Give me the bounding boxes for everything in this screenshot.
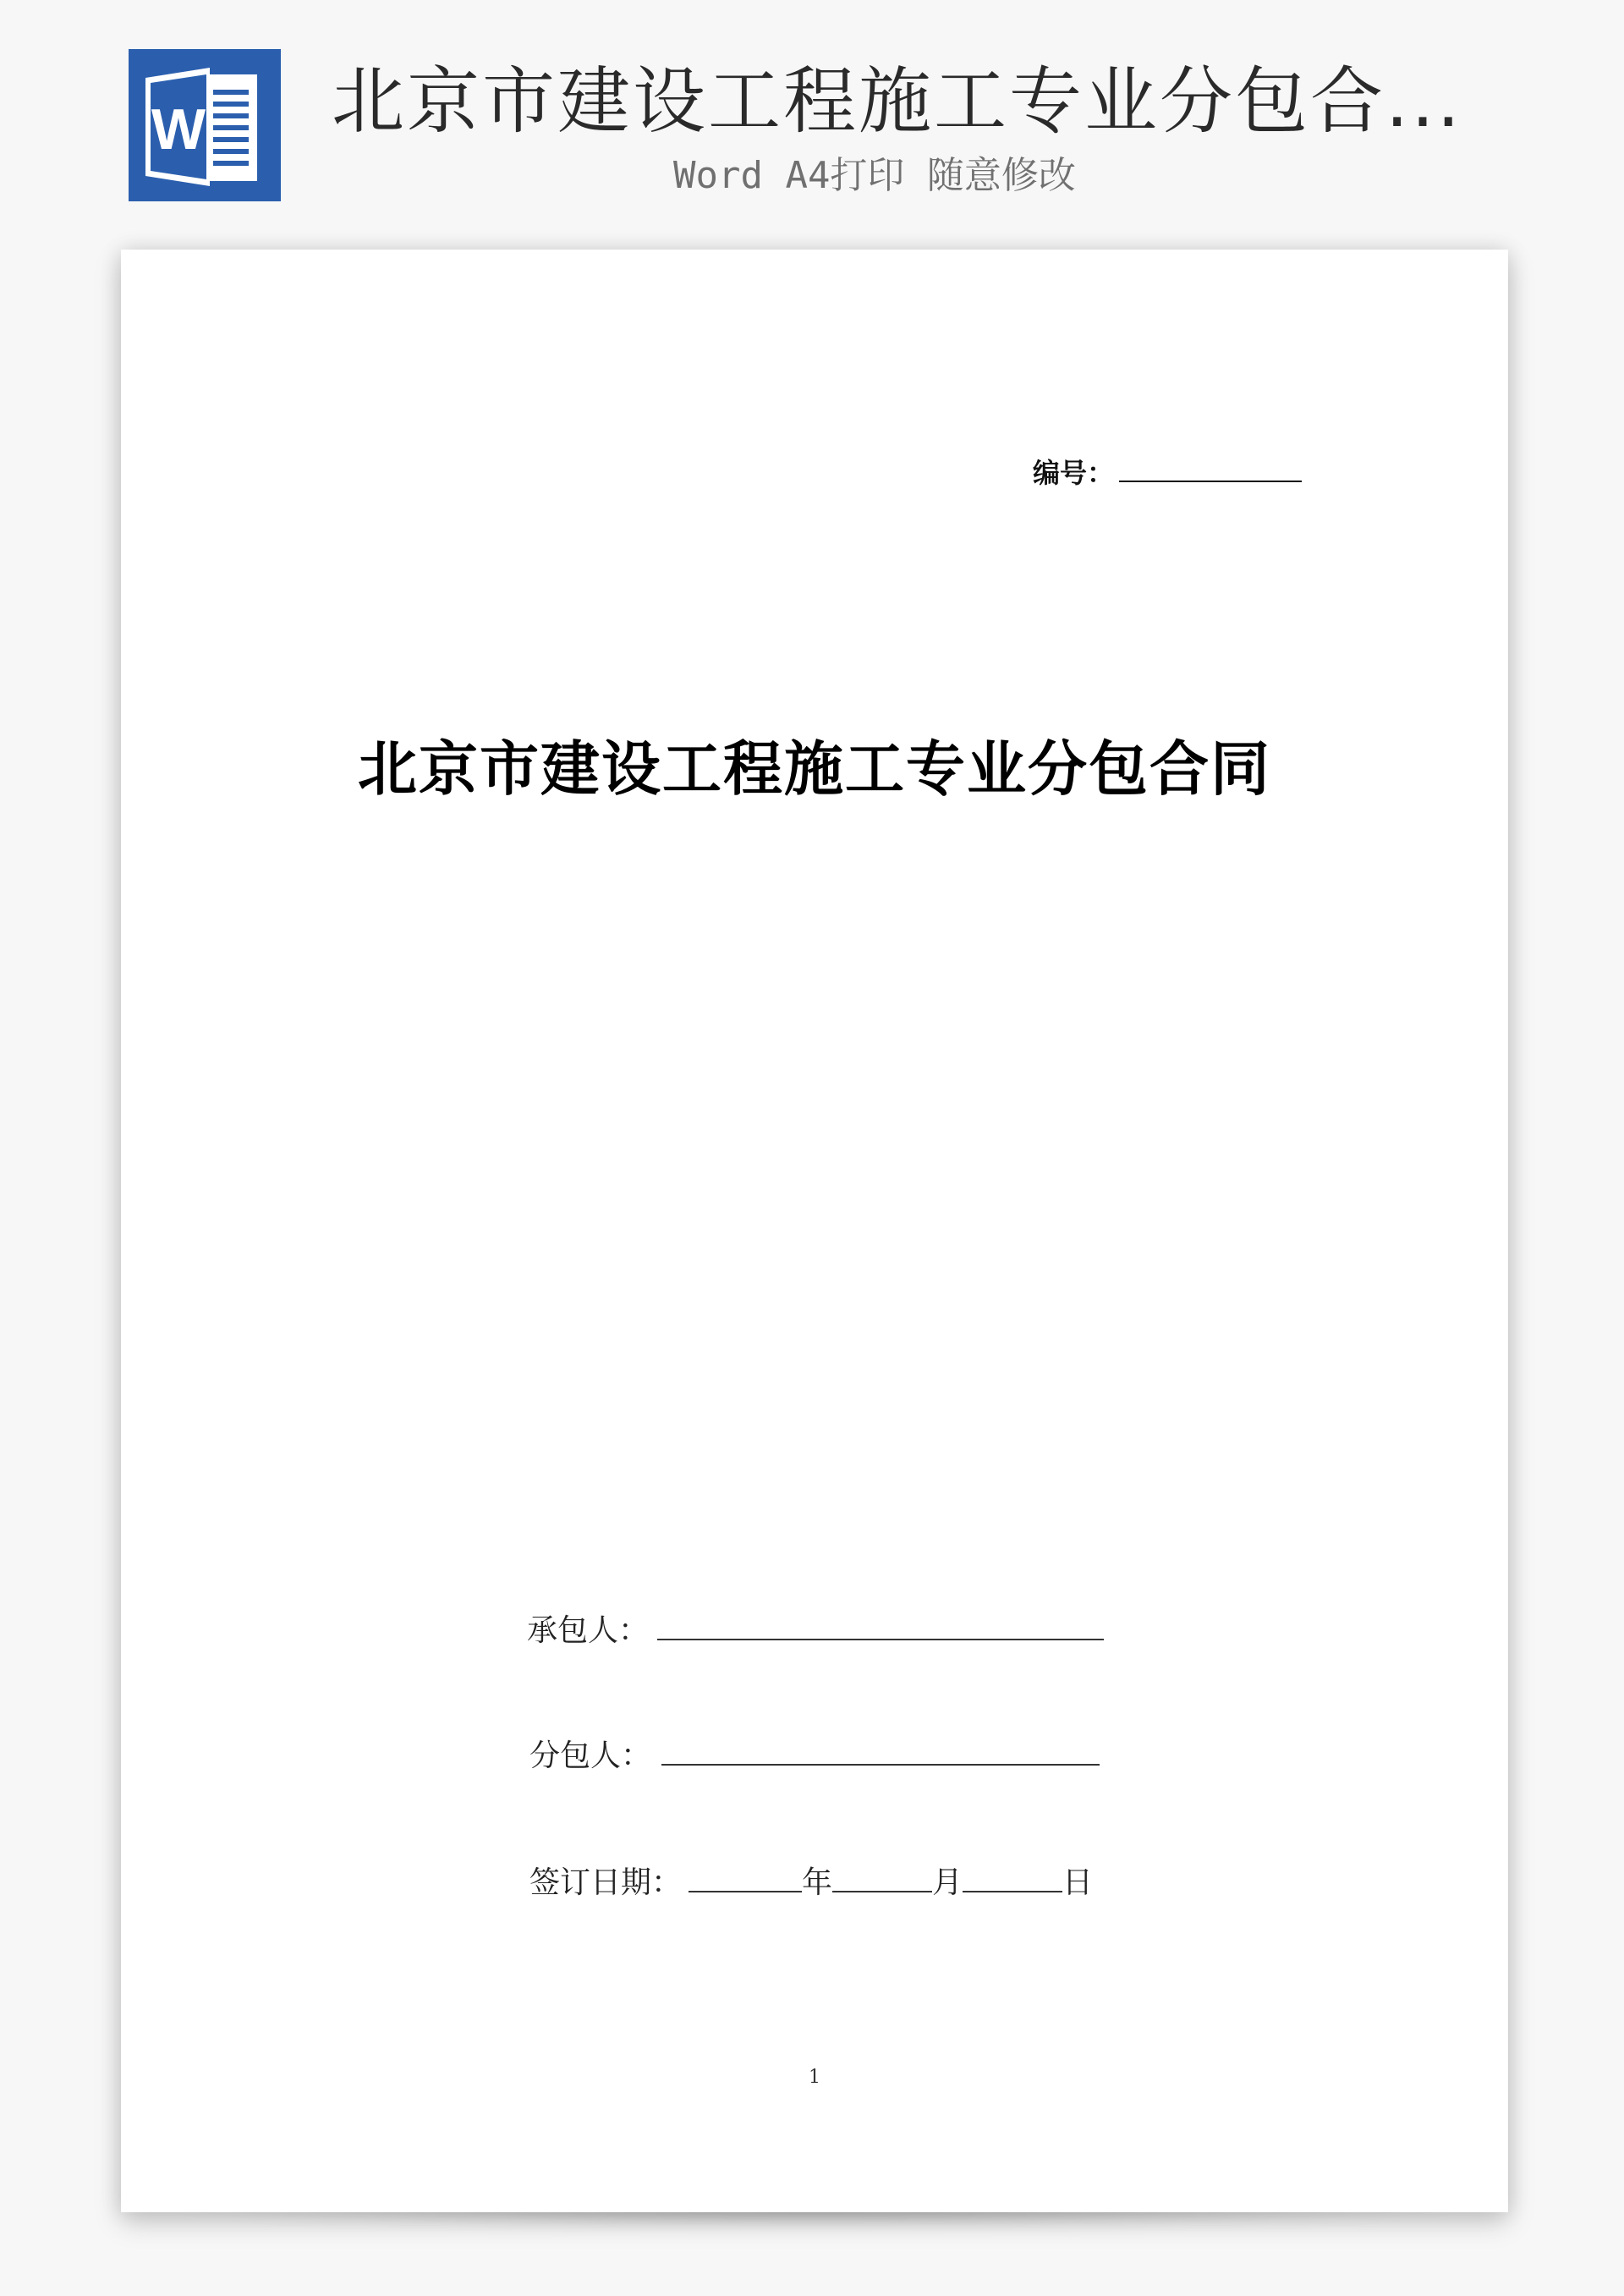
subcontractor-field <box>529 1735 1100 1777</box>
day-blank <box>963 1865 1062 1892</box>
page-number: 1 <box>809 2067 820 2088</box>
header-title: 北京市建设工程施工专业分包合... <box>332 59 1463 144</box>
serial-number-label: 编号： <box>1033 457 1115 489</box>
serial-number-blank <box>1119 455 1302 482</box>
subcontractor-blank <box>661 1738 1100 1766</box>
document-page <box>121 250 1508 2212</box>
contractor-blank <box>657 1613 1104 1640</box>
month-blank <box>832 1865 932 1892</box>
serial-number-field <box>1033 454 1302 492</box>
contractor-field <box>527 1610 1104 1652</box>
subcontractor-label: 分包人： <box>529 1738 652 1773</box>
sign-date-label: 签订日期： <box>529 1865 683 1900</box>
month-label: 月 <box>932 1865 963 1900</box>
contractor-label: 承包人： <box>527 1613 650 1648</box>
logo-letter: W <box>151 97 206 162</box>
header-subtitle: Word A4打印 随意修改 <box>673 154 1076 197</box>
document-title: 北京市建设工程施工专业分包合同 <box>358 733 1271 804</box>
sign-date-field <box>529 1862 1093 1904</box>
word-document-icon <box>129 49 281 201</box>
year-blank <box>689 1865 802 1892</box>
day-label: 日 <box>1062 1865 1094 1900</box>
year-label: 年 <box>802 1865 833 1900</box>
